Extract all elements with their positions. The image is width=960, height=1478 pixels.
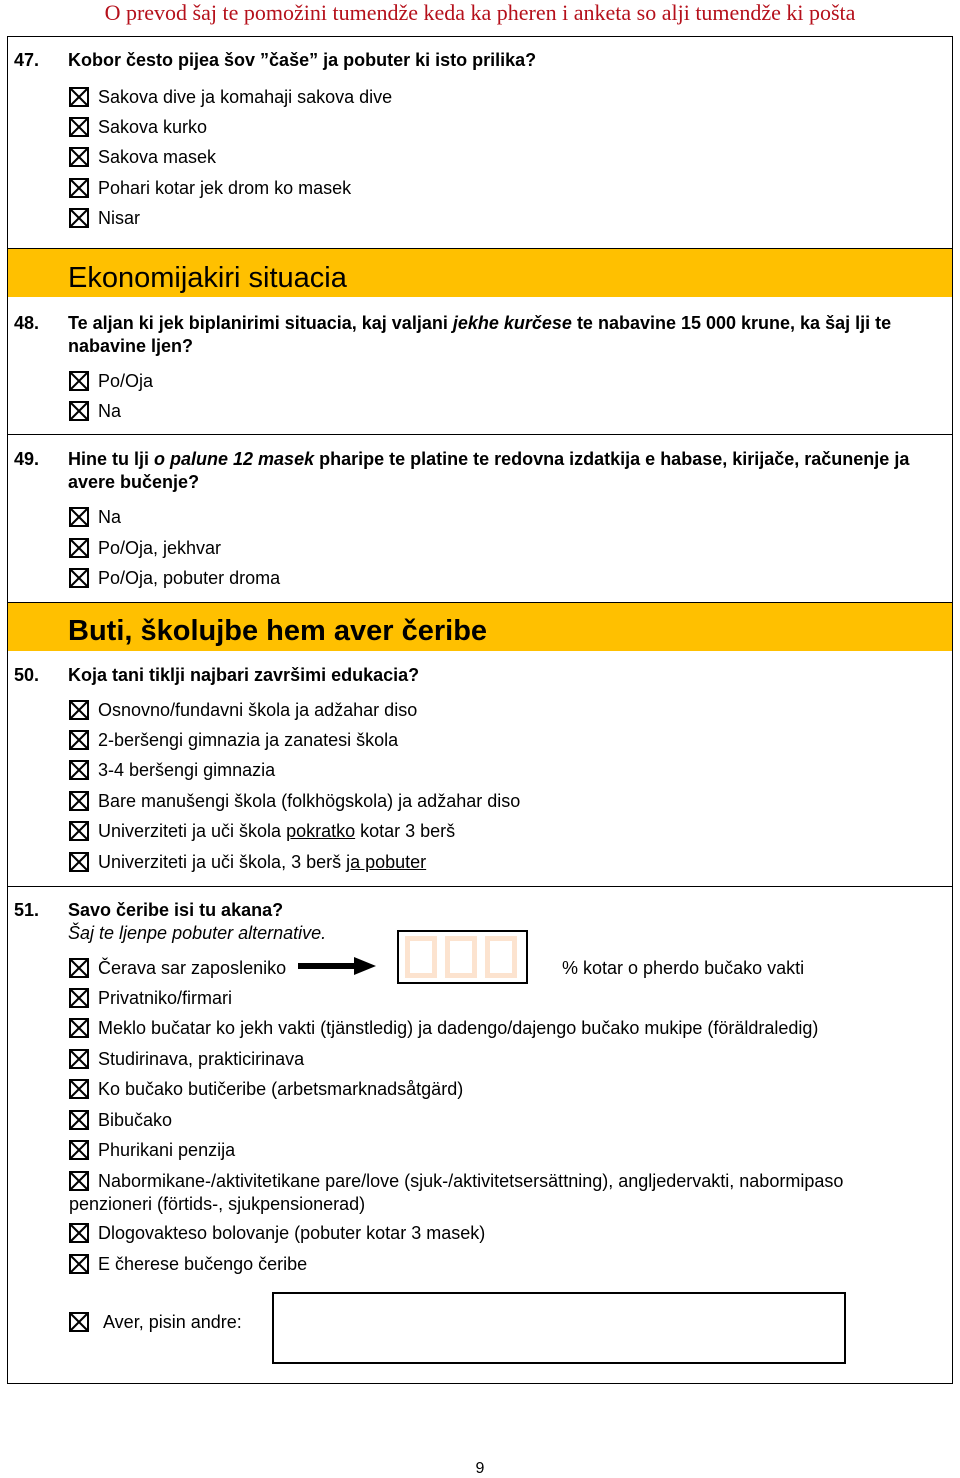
q49-option-3[interactable]	[69, 567, 280, 591]
option-label: Na	[98, 507, 122, 527]
question-text: Hine tu lji o palune 12 masek pharipe te platine te redovna izdatkija e habase, kirijače, računenje ja avere bučenje?	[68, 449, 910, 492]
section-band-work	[8, 603, 952, 651]
question-number: 49.	[14, 449, 40, 469]
checkbox-icon[interactable]	[69, 1223, 89, 1243]
option-label: Dlogovakteso bolovanje (pobuter kotar 3 masek)	[98, 1223, 486, 1243]
option-label: Ko bučako butičeribe (arbetsmarknadsåtgärd)	[98, 1079, 464, 1099]
question-subtext: Šaj te ljenpe pobuter alternative.	[68, 923, 327, 943]
question-number: 48.	[14, 313, 40, 333]
q50-option-4[interactable]	[69, 790, 520, 814]
option-label: Privatniko/firmari	[98, 988, 233, 1008]
q51-option-sick-compensation-cont	[69, 1193, 365, 1217]
question-text: Koja tani tiklji najbari završimi edukacia?	[68, 665, 420, 685]
checkbox-icon[interactable]	[69, 1110, 89, 1130]
checkbox-icon[interactable]	[69, 1140, 89, 1160]
q47-option-3[interactable]	[69, 146, 216, 170]
page-header: O prevod šaj te pomožini tumendže keda ka pheren i anketa so alji tumendže ki pošta	[104, 0, 856, 25]
q51-option-private[interactable]	[69, 987, 232, 1011]
checkbox-icon[interactable]	[69, 1254, 89, 1274]
percent-label: % kotar o pherdo bučako vakti	[562, 958, 805, 978]
checkbox-icon[interactable]	[69, 401, 89, 421]
option-label: Sakova kurko	[98, 117, 208, 137]
other-text-field[interactable]	[272, 1292, 846, 1364]
checkbox-icon[interactable]	[69, 147, 89, 167]
option-label: Univerziteti ja uči škola, 3 berš ja pobuter	[98, 852, 427, 872]
q50-option-2[interactable]	[69, 729, 398, 753]
q48-option-2[interactable]	[69, 400, 121, 424]
checkbox-icon[interactable]	[69, 760, 89, 780]
option-label: Nabormikane-/aktivitetikane pare/love (sjuk-/aktivitetsersättning), angljedervakti, nabormipaso	[98, 1171, 844, 1191]
option-label: Bibučako	[98, 1110, 173, 1130]
q50-option-5[interactable]	[69, 820, 455, 844]
q47-option-4[interactable]	[69, 177, 351, 201]
option-label: Osnovno/fundavni škola ja adžahar diso	[98, 700, 418, 720]
q49-option-2[interactable]	[69, 537, 221, 561]
checkbox-icon[interactable]	[69, 1079, 89, 1099]
checkbox-icon[interactable]	[69, 730, 89, 750]
q50-option-1[interactable]	[69, 699, 417, 723]
q51-option-sick-compensation[interactable]	[69, 1170, 843, 1194]
digit-cell[interactable]	[485, 936, 517, 978]
q51-option-student[interactable]	[69, 1048, 304, 1072]
percent-input[interactable]	[397, 930, 528, 984]
q51-option-unemployed[interactable]	[69, 1109, 172, 1133]
q51-option-long-sick[interactable]	[69, 1222, 485, 1246]
q47-option-5[interactable]	[69, 207, 140, 231]
q51-option-employee[interactable]	[69, 957, 286, 981]
q51-option-pension[interactable]	[69, 1139, 235, 1163]
option-label: Aver, pisin andre:	[103, 1312, 242, 1332]
checkbox-icon[interactable]	[69, 791, 89, 811]
q47-option-1[interactable]	[69, 86, 392, 110]
arrow-right-icon	[298, 956, 378, 976]
checkbox-icon[interactable]	[69, 208, 89, 228]
checkbox-icon[interactable]	[69, 1312, 89, 1332]
option-label: 3-4 beršengi gimnazia	[98, 760, 276, 780]
checkbox-icon[interactable]	[69, 371, 89, 391]
divider	[7, 886, 953, 887]
option-label: penzioneri (förtids-, sjukpensionerad)	[69, 1194, 366, 1214]
checkbox-icon[interactable]	[69, 958, 89, 978]
checkbox-icon[interactable]	[69, 538, 89, 558]
digit-cell[interactable]	[445, 936, 477, 978]
checkbox-icon[interactable]	[69, 117, 89, 137]
checkbox-icon[interactable]	[69, 568, 89, 588]
q48-option-1[interactable]	[69, 370, 153, 394]
option-label: Na	[98, 401, 122, 421]
question-text: Kobor često pijea šov ”čaše” ja pobuter ki isto prilika?	[68, 50, 537, 70]
q51-option-leave[interactable]	[69, 1017, 818, 1041]
checkbox-icon[interactable]	[69, 1171, 89, 1191]
q50-option-3[interactable]	[69, 759, 275, 783]
checkbox-icon[interactable]	[69, 988, 89, 1008]
option-label: Sakova masek	[98, 147, 217, 167]
question-number: 47.	[14, 50, 40, 70]
option-label: Po/Oja, pobuter droma	[98, 568, 281, 588]
option-label: Čerava sar zaposleniko	[98, 958, 287, 978]
question-number: 50.	[14, 665, 40, 685]
page-number: 9	[475, 1460, 485, 1477]
option-label: Bare manušengi škola (folkhögskola) ja adžahar diso	[98, 791, 521, 811]
checkbox-icon[interactable]	[69, 507, 89, 527]
option-label: E čherese bučengo čeribe	[98, 1254, 308, 1274]
question-number: 51.	[14, 900, 40, 920]
q50-option-6[interactable]	[69, 851, 426, 875]
checkbox-icon[interactable]	[69, 852, 89, 872]
q51-option-housework[interactable]	[69, 1253, 307, 1277]
section-title: Buti, školujbe hem aver čeribe	[68, 615, 488, 647]
checkbox-icon[interactable]	[69, 1018, 89, 1038]
checkbox-icon[interactable]	[69, 178, 89, 198]
divider	[7, 434, 953, 435]
option-label: Studirinava, prakticirinava	[98, 1049, 305, 1069]
q47-option-2[interactable]	[69, 116, 207, 140]
digit-cell[interactable]	[405, 936, 437, 978]
option-label: Univerziteti ja uči škola pokratko kotar 3 berš	[98, 821, 456, 841]
option-label: Pohari kotar jek drom ko masek	[98, 178, 352, 198]
checkbox-icon[interactable]	[69, 87, 89, 107]
option-label: Phurikani penzija	[98, 1140, 236, 1160]
option-label: Sakova dive ja komahaji sakova dive	[98, 87, 393, 107]
option-label: Po/Oja, jekhvar	[98, 538, 222, 558]
option-label: Po/Oja	[98, 371, 154, 391]
checkbox-icon[interactable]	[69, 1049, 89, 1069]
q51-option-labour-measure[interactable]	[69, 1078, 463, 1102]
q51-option-other[interactable]	[69, 1311, 242, 1335]
checkbox-icon[interactable]	[69, 821, 89, 841]
question-text: Savo čeribe isi tu akana? Šaj te ljenpe pobuter alternative.	[68, 899, 938, 945]
q49-option-1[interactable]	[69, 506, 121, 530]
option-label: Meklo bučatar ko jekh vakti (tjänstledig) ja dadengo/dajengo bučako mukipe (föräldraledig)	[98, 1018, 819, 1038]
section-title: Ekonomijakiri situacia	[68, 262, 347, 294]
option-label: 2-beršengi gimnazia ja zanatesi škola	[98, 730, 399, 750]
checkbox-icon[interactable]	[69, 700, 89, 720]
option-label: Nisar	[98, 208, 141, 228]
section-band-economy	[8, 249, 952, 297]
question-text: Te aljan ki jek biplanirimi situacia, kaj valjani jekhe kurčese te nabavine 15 000 krune, ka šaj lji te nabavine ljen?	[68, 313, 892, 356]
